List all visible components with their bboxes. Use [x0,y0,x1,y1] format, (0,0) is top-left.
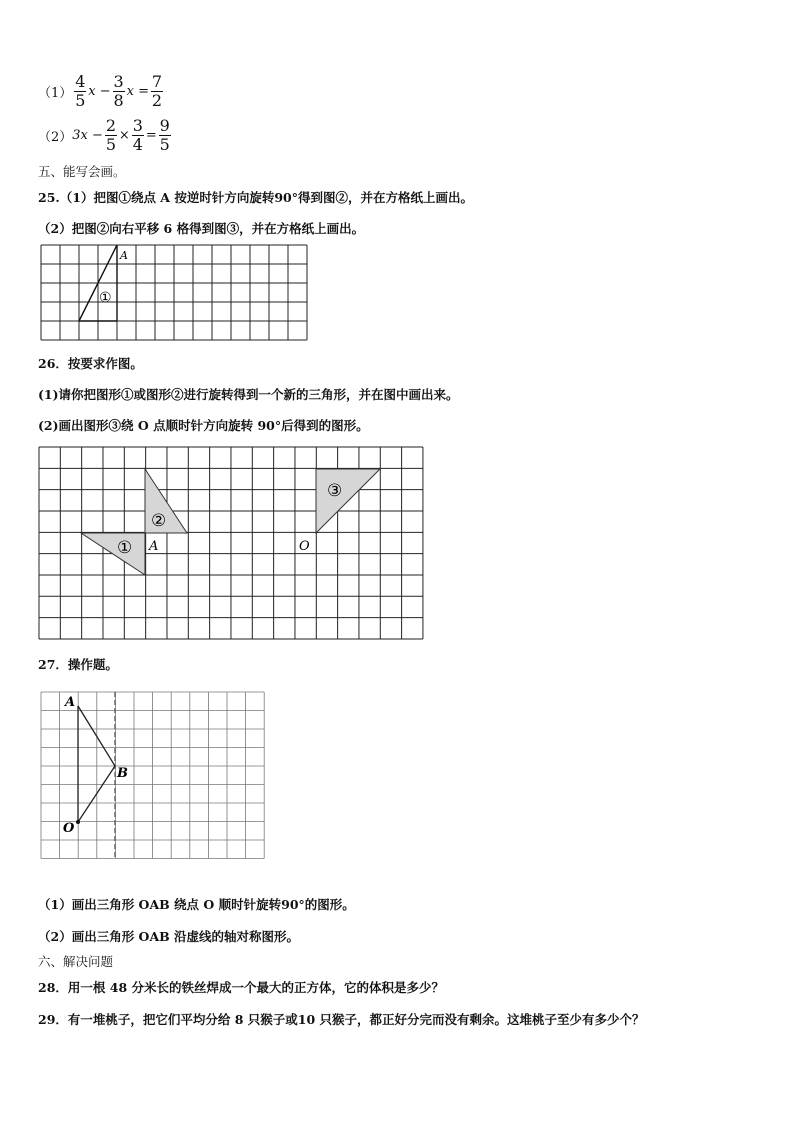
question-26-part-2: (2)画出图形③绕 O 点顺时针方向旋转 90°后得到的图形。 [38,418,369,433]
equation-text: 3x − [72,128,103,143]
section-5-heading: 五、能写会画。 [38,164,126,179]
point-a-label: A [149,539,159,554]
question-26-heading: 26．按要求作图。 [38,356,143,371]
equation-1-label: （1） [38,86,73,101]
numerator: 3 [113,72,124,91]
figure-25-grid [41,245,307,341]
equation-text: x = [126,84,149,99]
question-25-part-2: （2）把图②向右平移 6 格得到图③，并在方格纸上画出。 [38,221,365,236]
question-27-part-1: （1）画出三角形 OAB 绕点 O 顺时针旋转90°的图形。 [38,897,355,912]
point-a-label: A [65,695,76,710]
point-o [76,820,80,824]
fraction [159,118,171,153]
denominator: 2 [151,91,163,110]
section-6-heading: 六、解决问题 [38,954,114,969]
figure-26-grid [39,447,423,639]
question-27-heading: 27．操作题。 [38,657,118,672]
question-29: 29．有一堆桃子，把它们平均分给 8 只猴子或10 只猴子，都正好分完而没有剩余。这堆桃子至少有多少个？ [38,1012,645,1027]
numerator: 7 [151,72,163,91]
point-o-label: O [299,539,310,554]
fraction [74,74,86,109]
numerator: 3 [132,116,143,135]
question-27-part-2: （2）画出三角形 OAB 沿虚线的轴对称图形。 [38,929,300,944]
equals-sign: = [145,128,157,143]
question-26-part-1: (1)请你把图形①或图形②进行旋转得到一个新的三角形，并在图中画出来。 [38,387,459,402]
point-b-label: B [117,766,128,781]
equation-2 [38,118,173,153]
denominator: 8 [113,91,124,110]
question-25-part-1: 25.（1）把图①绕点 A 按逆时针方向旋转90°得到图②，并在方格纸上画出。 [38,190,473,205]
equation-text: x − [88,84,111,99]
numerator: 2 [105,116,117,135]
figure-27-grid [41,692,265,878]
times-sign: × [118,128,130,143]
fraction [132,118,144,153]
denominator: 5 [105,135,117,154]
shape-1-label: ① [99,290,112,306]
fraction [151,74,163,109]
point-o-label: O [63,821,75,836]
equation-1 [38,74,165,109]
denominator: 4 [132,135,143,154]
fraction [105,118,117,153]
shape-3 [316,469,380,533]
shape-1-label: ① [117,538,133,558]
numerator: 4 [75,72,86,91]
point-a-label: A [120,249,128,262]
question-28: 28．用一根 48 分米长的铁丝焊成一个最大的正方体，它的体积是多少？ [38,980,444,995]
equation-2-label: （2） [38,130,73,145]
denominator: 5 [159,135,170,154]
shape-2-label: ② [151,511,167,531]
numerator: 9 [159,116,170,135]
denominator: 5 [75,91,86,110]
fraction [113,74,125,109]
shape-3-label: ③ [327,481,343,501]
